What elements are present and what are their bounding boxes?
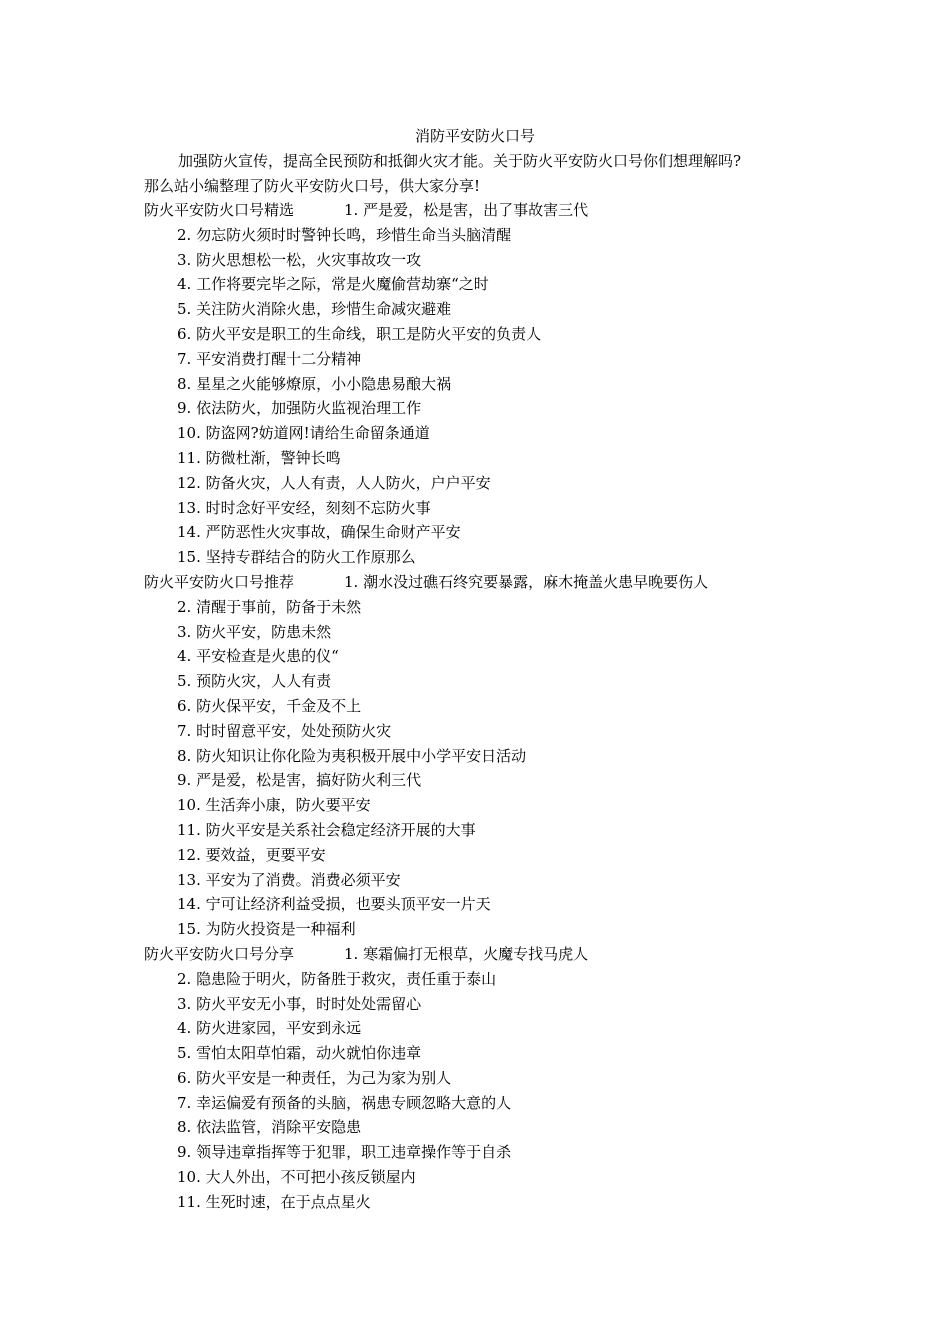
list-item: 5. 预防火灾，人人有责 <box>177 672 332 691</box>
list-item: 3. 防火平安，防患未然 <box>177 622 332 641</box>
list-item: 10. 生活奔小康，防火要平安 <box>177 796 371 815</box>
list-item: 7. 平安消费打醒十二分精神 <box>177 349 362 368</box>
list-item: 13. 平安为了消费。消费必须平安 <box>177 870 401 889</box>
list-item: 4. 平安检查是火患的仪“ <box>177 647 339 666</box>
list-item: 12. 防备火灾，人人有责，人人防火，户户平安 <box>177 473 491 492</box>
list-item: 2. 隐患险于明火，防备胜于救灾，责任重于泰山 <box>177 969 497 988</box>
list-item: 14. 严防恶性火灾事故，确保生命财产平安 <box>177 523 461 542</box>
list-item: 9. 领导违章指挥等于犯罪，职工违章操作等于自杀 <box>177 1143 512 1162</box>
list-item: 7. 幸运偏爱有预备的头脑，祸患专顾忽略大意的人 <box>177 1093 512 1112</box>
list-item: 10. 防盗网?妨道网!请给生命留条通道 <box>177 424 430 443</box>
list-item: 2. 清醒于事前，防备于未然 <box>177 597 362 616</box>
list-item: 3. 防火平安无小事，时时处处需留心 <box>177 994 422 1013</box>
list-item: 8. 星星之火能够燎原，小小隐患易酿大祸 <box>177 374 452 393</box>
list-item: 9. 严是爱，松是害，搞好防火利三代 <box>177 771 422 790</box>
list-item: 15. 为防火投资是一种福利 <box>177 920 356 939</box>
section-heading-row <box>144 198 924 223</box>
list-item: 8. 防火知识让你化险为夷积极开展中小学平安日活动 <box>177 746 527 765</box>
list-item: 5. 关注防火消除火患，珍惜生命减灾避难 <box>177 300 452 319</box>
list-item: 12. 要效益，更要平安 <box>177 845 326 864</box>
list-item: 3. 防火思想松一松，火灾事故攻一攻 <box>177 250 422 269</box>
list-item: 1. 寒霜偏打无根草，火魔专找马虎人 <box>344 944 589 963</box>
document-title: 消防平安防火口号 <box>414 127 535 145</box>
list-item: 15. 坚持专群结合的防火工作原那么 <box>177 548 416 567</box>
list-item: 5. 雪怕太阳草怕霜，动火就怕你违章 <box>177 1044 422 1063</box>
slogan-body <box>144 198 924 1215</box>
section-heading: 防火平安防火口号推荐 <box>144 572 295 591</box>
intro-line-2: 那么站小编整理了防火平安防火口号，供大家分享! <box>144 177 481 195</box>
list-item: 2. 勿忘防火须时时警钟长鸣，珍惜生命当头脑清醒 <box>177 225 512 244</box>
list-item: 11. 防火平安是关系社会稳定经济开展的大事 <box>177 820 476 839</box>
list-item: 6. 防火平安是一种责任，为己为家为别人 <box>177 1068 452 1087</box>
list-item: 13. 时时念好平安经，刻刻不忘防火事 <box>177 498 431 517</box>
list-item: 4. 防火进家园，平安到永远 <box>177 1019 362 1038</box>
section-heading: 防火平安防火口号分享 <box>144 944 295 963</box>
list-item: 4. 工作将要完毕之际，常是火魔偷营劫寨“之时 <box>177 275 489 294</box>
section-heading: 防火平安防火口号精选 <box>144 201 295 219</box>
list-item: 1. 严是爱，松是害，出了事故害三代 <box>344 201 589 219</box>
list-item: 11. 生死时速，在于点点星火 <box>177 1192 371 1211</box>
list-item: 6. 防火平安是职工的生命线，职工是防火平安的负责人 <box>177 324 542 343</box>
list-item: 8. 依法监管，消除平安隐患 <box>177 1118 362 1137</box>
list-item: 9. 依法防火，加强防火监视治理工作 <box>177 399 422 418</box>
list-item: 7. 时时留意平安，处处预防火灾 <box>177 721 392 740</box>
list-item: 1. 潮水没过礁石终究要暴露，麻木掩盖火患早晚要伤人 <box>344 572 709 591</box>
list-item: 6. 防火保平安，千金及不上 <box>177 696 362 715</box>
section-heading-row <box>144 942 924 967</box>
intro-line-1: 加强防火宣传，提高全民预防和抵御火灾才能。关于防火平安防火口号你们想理解吗? <box>178 152 742 170</box>
section-heading-row <box>144 570 924 595</box>
list-item: 10. 大人外出，不可把小孩反锁屋内 <box>177 1168 416 1187</box>
list-item: 14. 宁可让经济利益受损，也要头顶平安一片天 <box>177 895 491 914</box>
list-item: 11. 防微杜渐，警钟长鸣 <box>177 448 341 467</box>
